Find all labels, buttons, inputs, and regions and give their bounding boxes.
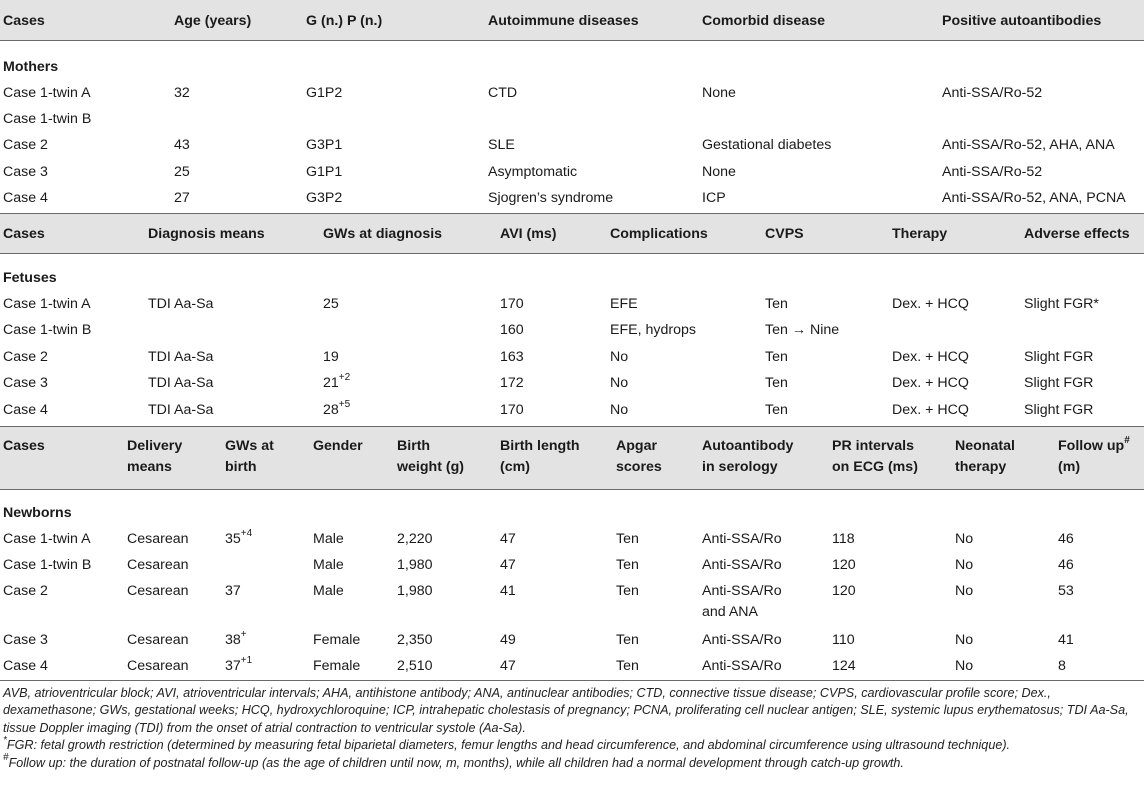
table-cell: 170 [500,402,524,418]
table-cell: 46 [1058,557,1074,573]
column-header: GWs at [225,438,274,454]
gw-days: +4 [240,528,253,540]
column-header [1058,435,1130,454]
column-header: Birth [397,438,431,454]
column-header: on ECG (ms) [832,459,918,475]
table-rule [0,40,1144,41]
table-cell: 47 [500,658,516,674]
table-cell: Anti-SSA/Ro [702,632,782,648]
table-cell: Ten [616,583,639,599]
column-header: Apgar [616,438,657,454]
table-cell: Anti-SSA/Ro [702,557,782,573]
table-cell: 32 [174,85,190,101]
table-cell: Slight FGR* [1024,296,1099,312]
table-cell: 8 [1058,658,1066,674]
table-cell: Anti-SSA/Ro [702,658,782,674]
table-cell: 37 [225,583,241,599]
table-row [0,578,1144,626]
table-row [0,397,1144,423]
table-cell: Ten [616,557,639,573]
table-footnotes [3,685,1139,772]
column-header: Cases [3,13,45,29]
table-cell: Anti-SSA/Ro [702,531,782,547]
table-cell: EFE [610,296,638,312]
table-rule [0,680,1144,681]
follow-up-note-text: Follow up: the duration of postnatal follow-up (as the age of children until now, m, months), while all children had a normal development through catch-up growth. [8,755,904,770]
table-cell: Case 1-twin B [3,557,92,573]
column-header: Neonatal [955,438,1015,454]
section-label-row [0,54,1144,80]
gw-days: +1 [240,655,253,667]
column-header: Autoantibody [702,438,794,454]
table-cell: G1P2 [306,85,343,101]
table-cell: 27 [174,190,190,206]
table-cell: Slight FGR [1024,402,1094,418]
table-cell: No [610,349,629,365]
table-cell: Ten → Nine [765,322,840,338]
table-cell: Case 3 [3,632,48,648]
table-cell: Dex. + HCQ [892,296,969,312]
column-header: Age (years) [174,13,252,29]
table-cell: Sjogren’s syndrome [488,190,614,206]
fetuses-header-row [0,221,1144,247]
table-cell: Ten [616,658,639,674]
table-row [0,291,1144,317]
table-cell: Ten [616,632,639,648]
column-header: Therapy [892,226,948,242]
table-cell: Case 2 [3,137,48,153]
table-cell: 2,510 [397,658,433,674]
table-cell: Case 4 [3,190,48,206]
table-cell: 53 [1058,583,1074,599]
table-row [0,317,1144,343]
table-cell: Dex. + HCQ [892,402,969,418]
column-header: Delivery [127,438,183,454]
table-cell: Ten [765,296,788,312]
table-cell: Female [313,632,361,648]
column-header: Comorbid disease [702,13,825,29]
table-cell: TDI Aa-Sa [148,349,214,365]
table-cell: Male [313,557,344,573]
table-cell: 49 [500,632,516,648]
table-cell: Anti-SSA/Ro-52, ANA, PCNA [942,190,1126,206]
table-cell: CTD [488,85,518,101]
table-cell: No [610,375,629,391]
table-cell: 170 [500,296,524,312]
table-cell: TDI Aa-Sa [148,402,214,418]
table-row [0,653,1144,679]
table-row [0,627,1144,653]
fgr-note-text: FGR: fetal growth restriction (determined by measuring fetal biparietal diameters, femur lengths and head circumference, and abdominal circumference using ultrasound technique). [6,738,1011,753]
column-header: means [127,459,172,475]
table-cell [323,349,339,365]
column-header: PR intervals [832,438,915,454]
table-cell: Slight FGR [1024,375,1094,391]
table-cell: Cesarean [127,658,189,674]
table-rule [0,489,1144,490]
table-cell: No [955,658,974,674]
footnote-mark: # [3,752,9,764]
newborns-header-row-2 [0,454,1144,480]
column-header: therapy [955,459,1007,475]
table-cell: Anti-SSA/Ro [702,583,782,599]
column-header: Autoimmune diseases [488,13,639,29]
table-cell: 46 [1058,531,1074,547]
table-cell: TDI Aa-Sa [148,375,214,391]
table-cell: Male [313,583,344,599]
follow-up-note [3,752,1139,772]
table-row [0,185,1144,211]
table-cell: Ten [765,402,788,418]
table-cell: 2,220 [397,531,433,547]
table-cell: SLE [488,137,515,153]
table-cell: Anti-SSA/Ro-52, AHA, ANA [942,137,1115,153]
table-cell: Case 1-twin A [3,296,91,312]
table-cell: None [702,85,736,101]
gw-value: 37 [225,658,241,674]
mothers-header-row [0,8,1144,34]
table-cell: No [955,531,974,547]
table-cell: No [955,632,974,648]
column-header: birth [225,459,257,475]
table-cell: Anti-SSA/Ro-52 [942,164,1043,180]
column-header: GWs at diagnosis [323,226,443,242]
table-cell [323,372,351,391]
section-label-row [0,500,1144,526]
table-cell: TDI Aa-Sa [148,296,214,312]
table-cell: Case 2 [3,349,48,365]
table-cell: Female [313,658,361,674]
table-row [0,552,1144,578]
column-header: Adverse effects [1024,226,1130,242]
table-cell: G3P2 [306,190,343,206]
table-cell: Cesarean [127,557,189,573]
section-label: Mothers [3,59,59,75]
table-cell: G1P1 [306,164,343,180]
table-cell: 1,980 [397,583,433,599]
column-header: Positive autoantibodies [942,13,1102,29]
table-cell: 2,350 [397,632,433,648]
table-cell [225,655,253,674]
footnote-mark: # [1124,435,1130,447]
table-row [0,80,1144,106]
table-cell [225,528,253,547]
table-cell: Case 1-twin B [3,111,92,127]
table-cell: 25 [174,164,190,180]
gw-days: +2 [338,372,351,384]
column-header: G (n.) P (n.) [306,13,383,29]
table-cell: 163 [500,349,524,365]
column-header: AVI (ms) [500,226,557,242]
table-cell: Case 4 [3,402,48,418]
table-row [0,344,1144,370]
table-cell: 43 [174,137,190,153]
table-cell: Case 2 [3,583,48,599]
column-header: in serology [702,459,778,475]
section-label: Fetuses [3,270,57,286]
column-header: Cases [3,226,45,242]
gw-days: + [240,629,247,641]
table-cell: 41 [1058,632,1074,648]
table-cell: Case 1-twin B [3,322,92,338]
table-cell: Dex. + HCQ [892,349,969,365]
table-cell: 120 [832,557,856,573]
table-row [0,159,1144,185]
column-header: scores [616,459,662,475]
gw-value: 35 [225,531,241,547]
column-header: (cm) [500,459,530,475]
column-header: Birth length [500,438,580,454]
table-cell: No [955,557,974,573]
table-cell: Cesarean [127,531,189,547]
gw-value: 19 [323,349,339,365]
table-cell: Case 1-twin A [3,85,91,101]
column-header: Diagnosis means [148,226,265,242]
table-row [0,526,1144,552]
table-cell: Dex. + HCQ [892,375,969,391]
gw-value: 21 [323,375,339,391]
table-cell: EFE, hydrops [610,322,696,338]
table-cell: Ten [616,531,639,547]
column-header: weight (g) [397,459,464,475]
table-cell: None [702,164,736,180]
table-cell: Anti-SSA/Ro-52 [942,85,1043,101]
table-cell: 124 [832,658,856,674]
table-cell: Ten [765,349,788,365]
follow-up-label: Follow up [1058,438,1125,454]
column-header: Gender [313,438,363,454]
table-cell: ICP [702,190,726,206]
table-cell: 118 [832,531,855,547]
table-cell: Case 3 [3,164,48,180]
table-row [0,106,1144,132]
table-cell [323,296,339,312]
gw-days: +5 [338,399,351,411]
table-cell: G3P1 [306,137,343,153]
gw-value: 28 [323,402,339,418]
column-header: Cases [3,438,45,454]
fgr-note [3,737,1139,754]
table-cell: 1,980 [397,557,433,573]
table-cell: Male [313,531,344,547]
table-cell: 47 [500,531,516,547]
table-cell: Slight FGR [1024,349,1094,365]
table-row [0,370,1144,396]
table-cell: 41 [500,583,516,599]
table-cell: Cesarean [127,583,189,599]
table-cell: Case 1-twin A [3,531,91,547]
table-cell: Asymptomatic [488,164,578,180]
table-cell: 160 [500,322,524,338]
table-cell: 120 [832,583,856,599]
table-cell: Case 3 [3,375,48,391]
table-rule [0,253,1144,254]
gw-value: 25 [323,296,339,312]
table-cell: No [610,402,629,418]
column-header: CVPS [765,226,804,242]
table-cell: Cesarean [127,632,189,648]
footnote-mark: * [3,735,7,747]
table-cell: Case 4 [3,658,48,674]
abbreviations-note: AVB, atrioventricular block; AVI, atrioventricular intervals; AHA, antihistone antibody; ANA, antinuclear antibodies; CTD, connective tissue disease; CVPS, cardiovascular profile score; Dex., dexamethasone; GWs, gestational weeks; HCQ, hydroxychloroquine; ICP, intrahepatic cholestasis of pregnancy; PCNA, proliferating cell nuclear antigen; SLE, systemic lupus erythematosus; TDI Aa-Sa, tissue Doppler imaging (TDI) from the onset of atrial contraction to ventricular systole (Aa-Sa). [3,686,1129,735]
table-cell: and ANA [702,604,759,620]
gw-value: 38 [225,632,241,648]
section-label-row [0,265,1144,291]
column-header: Complications [610,226,708,242]
table-cell: 172 [500,375,524,391]
table-cell [225,629,247,648]
table-cell: Ten [765,375,788,391]
table-cell: 110 [832,632,855,648]
table-row [0,132,1144,158]
table-cell [323,399,351,418]
table-cell: 47 [500,557,516,573]
section-label: Newborns [3,505,72,521]
table-cell: No [955,583,974,599]
column-header: (m) [1058,459,1081,475]
table-cell: Gestational diabetes [702,137,832,153]
